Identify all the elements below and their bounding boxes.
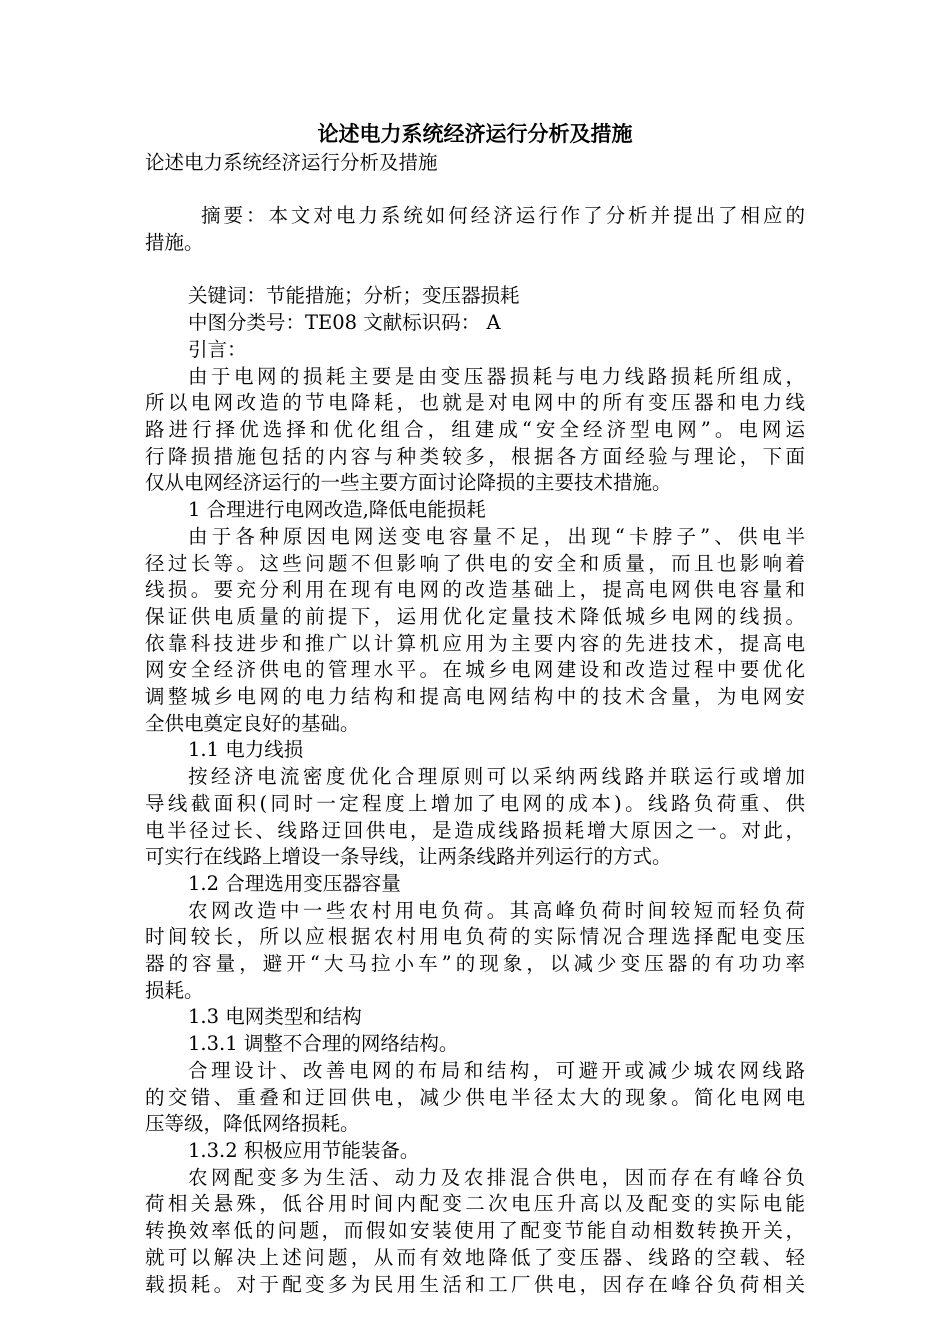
paragraph-line: 行降损措施包括的内容与种类较多，根据各方面经验与理论，下面	[145, 444, 805, 468]
paragraph-line: 转换效率低的问题，而假如安装使用了配变节能自动相数转换开关，	[145, 1219, 805, 1243]
paragraph-line: 仅从电网经济运行的一些主要方面讨论降损的主要技术措施。	[145, 471, 672, 495]
abstract-line: 措施。	[145, 231, 204, 255]
paragraph-line: 按经济电流密度优化合理原则可以采纳两线路并联运行或增加	[188, 765, 805, 789]
paragraph-line: 损耗。	[145, 978, 204, 1002]
paragraph-line: 荷相关悬殊，低谷用时间内配变二次电压升高以及配变的实际电能	[145, 1192, 805, 1216]
paragraph-line: 路进行择优选择和优化组合，组建成“安全经济型电网”。电网运	[145, 418, 805, 441]
intro-heading: 引言：	[188, 337, 247, 361]
document-title: 论述电力系统经济运行分析及措施	[317, 121, 633, 146]
keywords: 关键词：节能措施；分析；变压器损耗	[188, 284, 520, 308]
paragraph-line: 网安全经济供电的管理水平。在城乡电网建设和改造过程中要优化	[145, 658, 805, 682]
paragraph-line: 时间较长，所以应根据农村用电负荷的实际情况合理选择配电变压	[145, 925, 805, 949]
paragraph-line: 全供电奠定良好的基础。	[145, 711, 360, 735]
section-1-3-1-paragraph	[145, 1058, 805, 1138]
paragraph-line: 由于各种原因电网送变电容量不足，出现“卡脖子”、供电半	[188, 524, 805, 548]
section-1-1-paragraph	[145, 764, 805, 871]
paragraph-line: 径过长等。这些问题不但影响了供电的安全和质量，而且也影响着	[145, 551, 805, 575]
paragraph-line: 可实行在线路上增设一条导线，让两条线路并列运行的方式。	[145, 845, 672, 869]
classification: 中图分类号：TE08 文献标识码： A	[188, 311, 501, 335]
paragraph-line: 依靠科技进步和推广以计算机应用为主要内容的先进技术，提高电	[145, 631, 805, 655]
paragraph-line: 导线截面积(同时一定程度上增加了电网的成本)。线路负荷重、供	[145, 791, 805, 815]
abstract	[145, 203, 805, 256]
section-1-3-2-paragraph	[145, 1165, 805, 1299]
document-page	[145, 118, 805, 1298]
paragraph-line: 调整城乡电网的电力结构和提高电网结构中的技术含量，为电网安	[145, 685, 805, 709]
section-1-1-heading: 1.1 电力线损	[188, 738, 304, 762]
paragraph-line: 由于电网的损耗主要是由变压器损耗与电力线路损耗所组成，	[188, 364, 805, 388]
paragraph-line: 器的容量，避开“大马拉小车”的现象，以减少变压器的有功功率	[145, 952, 805, 976]
paragraph-line: 线损。要充分利用在现有电网的改造基础上，提高电网供电容量和	[145, 578, 805, 602]
section-1-3-2-heading: 1.3.2 积极应用节能装备。	[188, 1138, 420, 1162]
paragraph-line: 就可以解决上述问题，从而有效地降低了变压器、线路的空载、轻	[145, 1245, 805, 1269]
paragraph-line: 的交错、重叠和迂回供电，减少供电半径太大的现象。简化电网电	[145, 1085, 805, 1109]
spacer	[145, 257, 805, 284]
paragraph-line: 电半径过长、线路迂回供电，是造成线路损耗增大原因之一。对此，	[145, 818, 805, 842]
section-1-paragraph	[145, 524, 805, 738]
paragraph-line: 农网改造中一些农村用电负荷。其高峰负荷时间较短而轻负荷	[188, 898, 805, 922]
abstract-line: 摘要：本文对电力系统如何经济运行作了分析并提出了相应的	[201, 204, 805, 228]
section-1-heading: 1 合理进行电网改造,降低电能损耗	[188, 498, 486, 522]
paragraph-line: 农网配变多为生活、动力及农排混合供电，因而存在有峰谷负	[188, 1165, 805, 1189]
paragraph-line: 压等级，降低网络损耗。	[145, 1112, 360, 1136]
paragraph-line: 保证供电质量的前提下，运用优化定量技术降低城乡电网的线损。	[145, 604, 805, 628]
section-1-3-heading: 1.3 电网类型和结构	[188, 1005, 362, 1029]
intro-paragraph	[145, 364, 805, 498]
paragraph-line: 合理设计、改善电网的布局和结构，可避开或减少城农网线路	[188, 1058, 805, 1082]
paragraph-line: 所以电网改造的节电降耗，也就是对电网中的所有变压器和电力线	[145, 391, 805, 415]
section-1-3-1-heading: 1.3.1 调整不合理的网络结构。	[188, 1032, 459, 1056]
document-subtitle: 论述电力系统经济运行分析及措施	[145, 151, 438, 174]
section-1-2-heading: 1.2 合理选用变压器容量	[188, 871, 401, 895]
section-1-2-paragraph	[145, 898, 805, 1005]
spacer	[145, 177, 805, 204]
paragraph-line: 载损耗。对于配变多为民用生活和工厂供电，因存在峰谷负荷相关	[145, 1272, 805, 1296]
